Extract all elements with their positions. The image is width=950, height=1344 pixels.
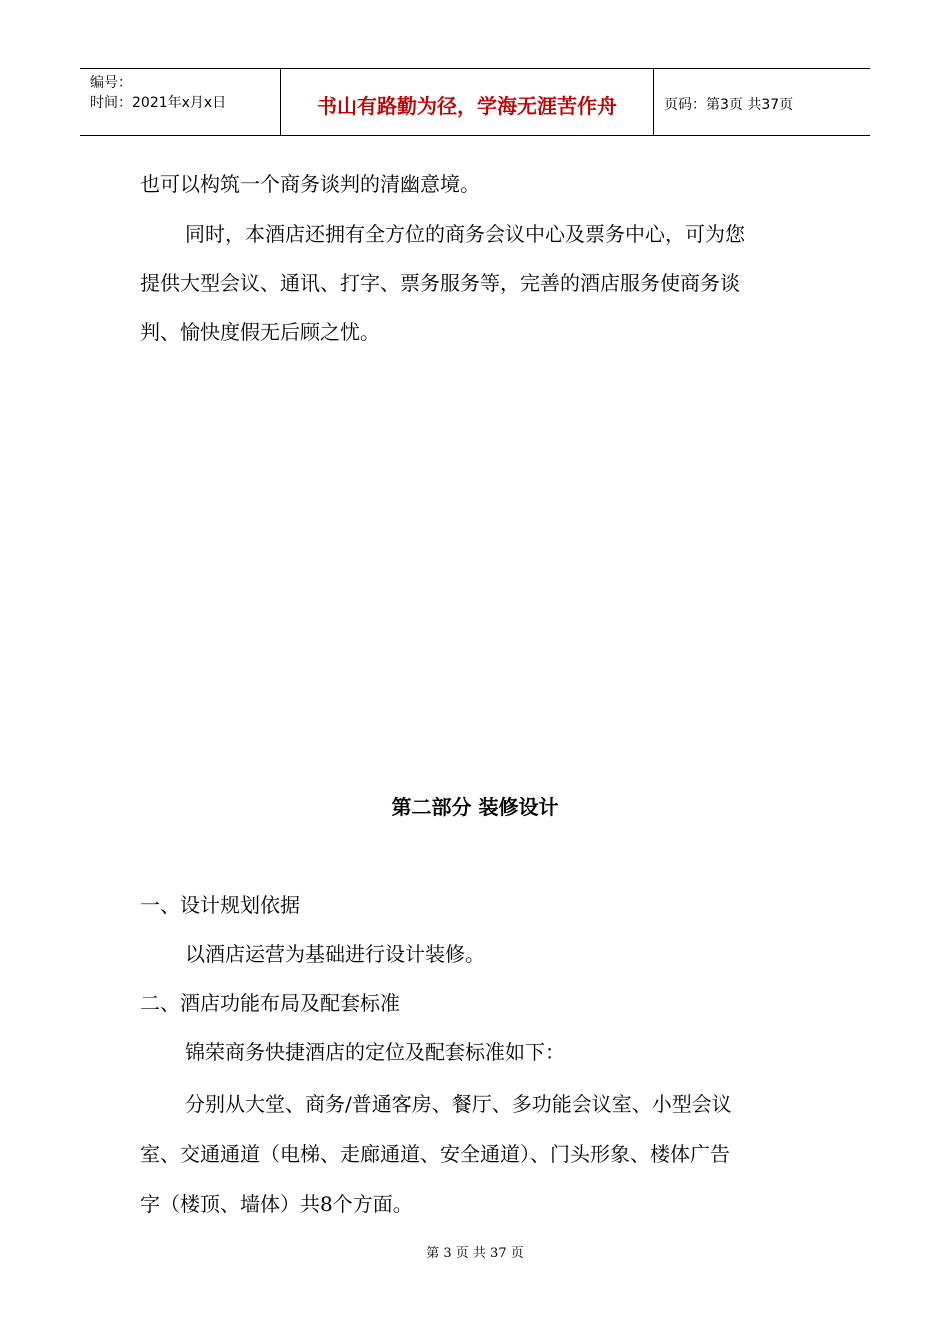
body-line: 提供大型会议、通讯、打字、票务服务等，完善的酒店服务使商务谈 (140, 271, 740, 295)
body-line: 也可以构筑一个商务谈判的清幽意境。 (140, 172, 480, 196)
document-time-label: 时间：2021年x月x日 (90, 95, 227, 111)
body-line: 室、交通通道（电梯、走廊通道、安全通道）、门头形象、楼体广告 (140, 1142, 730, 1166)
body-line: 锦荣商务快捷酒店的定位及配套标准如下： (185, 1040, 565, 1064)
body-line: 字（楼顶、墙体）共8个方面。 (140, 1192, 413, 1216)
section-title: 第二部分 装修设计 (391, 795, 559, 819)
document-code-label: 编号： (90, 75, 132, 91)
header-meta (80, 69, 281, 135)
body-line: 分别从大堂、商务/普通客房、餐厅、多功能会议室、小型会议 (185, 1092, 732, 1116)
list-heading: 一、设计规划依据 (140, 893, 300, 917)
header-page-info: 页码：第3页 共37页 (664, 97, 794, 113)
page-header (80, 68, 870, 136)
page-footer: 第 3 页 共 37 页 (426, 1246, 524, 1261)
body-line: 同时，本酒店还拥有全方位的商务会议中心及票务中心，可为您 (185, 222, 745, 246)
body-line: 判、愉快度假无后顾之忧。 (140, 320, 380, 344)
list-heading: 二、酒店功能布局及配套标准 (140, 991, 400, 1015)
header-motto: 书山有路勤为径，学海无涯苦作舟 (281, 69, 654, 135)
body-line: 以酒店运营为基础进行设计装修。 (185, 942, 485, 966)
